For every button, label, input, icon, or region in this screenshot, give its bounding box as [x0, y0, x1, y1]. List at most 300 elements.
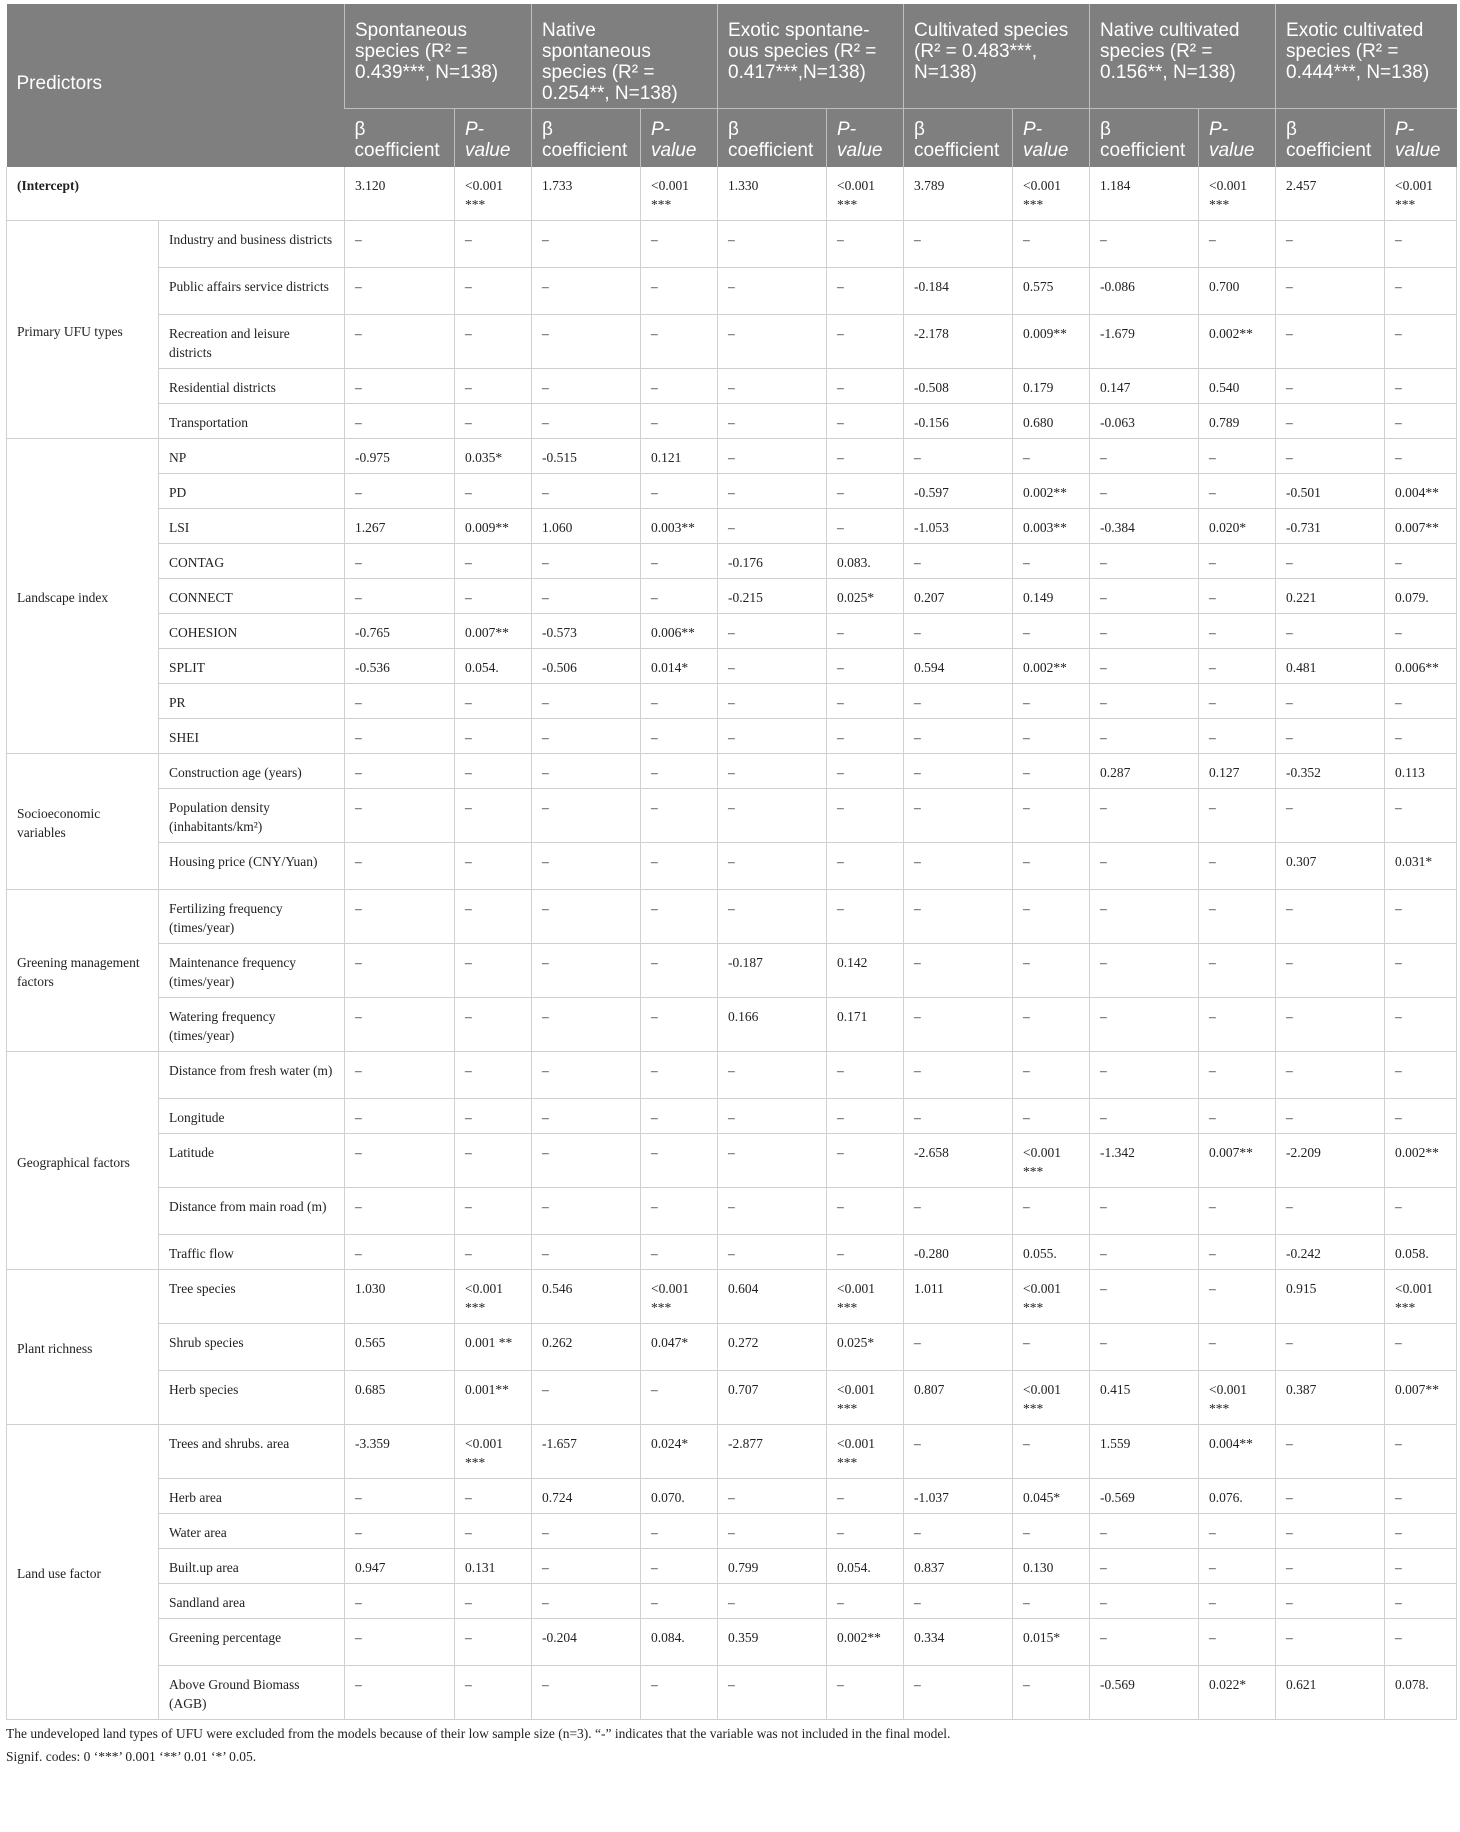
- pvalue-cell: –: [1385, 315, 1457, 369]
- beta-cell: –: [345, 404, 455, 439]
- pvalue-cell: –: [1013, 944, 1090, 998]
- beta-cell: -0.508: [904, 369, 1013, 404]
- beta-cell: –: [1090, 1099, 1199, 1134]
- beta-cell: 0.287: [1090, 754, 1199, 789]
- beta-cell: –: [904, 614, 1013, 649]
- pvalue-cell: –: [827, 268, 904, 315]
- pvalue-cell: –: [1013, 614, 1090, 649]
- beta-cell: 0.207: [904, 579, 1013, 614]
- pvalue-cell: 0.025*: [827, 1324, 904, 1371]
- pvalue-cell: –: [455, 1619, 532, 1666]
- beta-cell: 0.359: [718, 1619, 827, 1666]
- beta-cell: -0.280: [904, 1235, 1013, 1270]
- pvalue-cell: –: [1013, 221, 1090, 268]
- beta-cell: -1.053: [904, 509, 1013, 544]
- pvalue-cell: 0.045*: [1013, 1479, 1090, 1514]
- beta-cell: –: [904, 1584, 1013, 1619]
- pvalue-cell: 0.179: [1013, 369, 1090, 404]
- pvalue-cell: –: [827, 221, 904, 268]
- beta-cell: –: [718, 649, 827, 684]
- pvalue-cell: –: [827, 1099, 904, 1134]
- pvalue-cell: –: [641, 998, 718, 1052]
- beta-cell: –: [718, 843, 827, 890]
- table-row: [7, 890, 1457, 944]
- beta-cell: -0.215: [718, 579, 827, 614]
- table-row: [7, 544, 1457, 579]
- predictor-label: SHEI: [159, 719, 345, 754]
- pvalue-cell: –: [827, 754, 904, 789]
- pvalue-cell: <0.001 ***: [641, 1270, 718, 1324]
- beta-cell: –: [904, 754, 1013, 789]
- table-row: [7, 719, 1457, 754]
- beta-cell: –: [1276, 1584, 1385, 1619]
- beta-cell: –: [1090, 719, 1199, 754]
- predictor-label: Shrub species: [159, 1324, 345, 1371]
- beta-cell: –: [1090, 684, 1199, 719]
- beta-cell: –: [345, 719, 455, 754]
- beta-cell: -0.184: [904, 268, 1013, 315]
- beta-cell: -3.359: [345, 1425, 455, 1479]
- group-header-cultivated: Cultivated species (R² = 0.483***, N=138): [904, 4, 1090, 109]
- pvalue-cell: 0.007**: [1199, 1134, 1276, 1188]
- beta-cell: –: [1276, 998, 1385, 1052]
- pvalue-cell: 0.130: [1013, 1549, 1090, 1584]
- predictor-label: CONTAG: [159, 544, 345, 579]
- pvalue-cell: 0.127: [1199, 754, 1276, 789]
- beta-cell: 0.565: [345, 1324, 455, 1371]
- pvalue-cell: 0.009**: [1013, 315, 1090, 369]
- pvalue-cell: –: [1013, 890, 1090, 944]
- pvalue-cell: –: [827, 719, 904, 754]
- pvalue-cell: <0.001 ***: [455, 1270, 532, 1324]
- pvalue-cell: –: [641, 315, 718, 369]
- pvalue-cell: –: [455, 1099, 532, 1134]
- pvalue-cell: 0.054.: [827, 1549, 904, 1584]
- pvalue-cell: –: [1199, 719, 1276, 754]
- table-row: [7, 1052, 1457, 1099]
- pvalue-cell: –: [1013, 1425, 1090, 1479]
- pvalue-cell: –: [641, 684, 718, 719]
- beta-cell: –: [718, 890, 827, 944]
- pvalue-header: P-value: [1013, 109, 1090, 168]
- beta-cell: -0.156: [904, 404, 1013, 439]
- regression-table-container: [6, 4, 1456, 1766]
- predictor-label: Industry and business districts: [159, 221, 345, 268]
- pvalue-cell: –: [1013, 1099, 1090, 1134]
- beta-cell: –: [1090, 1052, 1199, 1099]
- table-row: [7, 439, 1457, 474]
- pvalue-cell: 0.003**: [1013, 509, 1090, 544]
- beta-cell: –: [345, 998, 455, 1052]
- pvalue-cell: 0.009**: [455, 509, 532, 544]
- pvalue-cell: 0.002**: [1385, 1134, 1457, 1188]
- predictor-label: Longitude: [159, 1099, 345, 1134]
- pvalue-cell: –: [1385, 1052, 1457, 1099]
- pvalue-cell: –: [1385, 1188, 1457, 1235]
- beta-cell: -0.242: [1276, 1235, 1385, 1270]
- pvalue-cell: –: [1199, 474, 1276, 509]
- beta-cell: 1.559: [1090, 1425, 1199, 1479]
- beta-cell: –: [1090, 544, 1199, 579]
- beta-cell: –: [904, 789, 1013, 843]
- table-row: [7, 509, 1457, 544]
- beta-cell: –: [345, 1235, 455, 1270]
- beta-cell: –: [532, 944, 641, 998]
- beta-cell: -1.037: [904, 1479, 1013, 1514]
- pvalue-cell: <0.001 ***: [1199, 167, 1276, 221]
- pvalue-cell: –: [1385, 268, 1457, 315]
- pvalue-cell: –: [455, 221, 532, 268]
- pvalue-cell: 0.058.: [1385, 1235, 1457, 1270]
- predictor-label: Transportation: [159, 404, 345, 439]
- pvalue-cell: –: [1013, 998, 1090, 1052]
- beta-cell: -0.536: [345, 649, 455, 684]
- group-header-native-spontaneous: Native spontaneous species (R² = 0.254**, N=138): [532, 4, 718, 109]
- beta-cell: 0.147: [1090, 369, 1199, 404]
- table-row: [7, 1549, 1457, 1584]
- beta-cell: –: [1276, 439, 1385, 474]
- group-header-spontaneous: Spontaneous species (R² = 0.439***, N=138): [345, 4, 532, 109]
- beta-cell: –: [718, 1052, 827, 1099]
- pvalue-cell: 0.006**: [1385, 649, 1457, 684]
- beta-cell: -0.569: [1090, 1666, 1199, 1720]
- pvalue-cell: 0.001**: [455, 1371, 532, 1425]
- predictor-label: Built.up area: [159, 1549, 345, 1584]
- table-row: [7, 315, 1457, 369]
- pvalue-cell: –: [641, 843, 718, 890]
- pvalue-cell: –: [1385, 614, 1457, 649]
- beta-cell: –: [345, 1619, 455, 1666]
- table-row: [7, 1270, 1457, 1324]
- predictor-label: Residential districts: [159, 369, 345, 404]
- beta-cell: -0.569: [1090, 1479, 1199, 1514]
- pvalue-cell: –: [1199, 789, 1276, 843]
- pvalue-cell: –: [1385, 789, 1457, 843]
- beta-cell: –: [904, 1425, 1013, 1479]
- beta-cell: 0.334: [904, 1619, 1013, 1666]
- table-row: [7, 1235, 1457, 1270]
- pvalue-cell: 0.076.: [1199, 1479, 1276, 1514]
- pvalue-cell: –: [1013, 1514, 1090, 1549]
- pvalue-cell: 0.540: [1199, 369, 1276, 404]
- intercept-label: (Intercept): [7, 167, 345, 221]
- pvalue-cell: –: [1013, 544, 1090, 579]
- pvalue-cell: 0.022*: [1199, 1666, 1276, 1720]
- beta-cell: -0.086: [1090, 268, 1199, 315]
- beta-cell: -0.501: [1276, 474, 1385, 509]
- beta-cell: –: [1090, 944, 1199, 998]
- beta-cell: -0.975: [345, 439, 455, 474]
- pvalue-cell: –: [827, 684, 904, 719]
- beta-cell: –: [345, 1052, 455, 1099]
- pvalue-cell: –: [455, 789, 532, 843]
- beta-cell: –: [904, 1514, 1013, 1549]
- beta-cell: 0.594: [904, 649, 1013, 684]
- pvalue-cell: –: [455, 544, 532, 579]
- beta-cell: 1.184: [1090, 167, 1199, 221]
- beta-cell: –: [718, 1099, 827, 1134]
- predictor-label: LSI: [159, 509, 345, 544]
- pvalue-cell: <0.001 ***: [827, 1270, 904, 1324]
- beta-cell: –: [1090, 579, 1199, 614]
- beta-cell: –: [345, 1134, 455, 1188]
- pvalue-cell: –: [1199, 1324, 1276, 1371]
- pvalue-cell: –: [827, 369, 904, 404]
- beta-cell: –: [532, 474, 641, 509]
- beta-cell: –: [718, 439, 827, 474]
- beta-cell: –: [345, 754, 455, 789]
- pvalue-cell: –: [1385, 944, 1457, 998]
- pvalue-cell: –: [1199, 843, 1276, 890]
- beta-cell: –: [1276, 789, 1385, 843]
- table-row: [7, 754, 1457, 789]
- pvalue-header: P-value: [827, 109, 904, 168]
- predictor-label: SPLIT: [159, 649, 345, 684]
- beta-cell: –: [345, 268, 455, 315]
- beta-header: β coefficient: [345, 109, 455, 168]
- pvalue-cell: –: [1199, 684, 1276, 719]
- beta-cell: –: [532, 544, 641, 579]
- predictor-label: PD: [159, 474, 345, 509]
- pvalue-cell: –: [827, 1235, 904, 1270]
- table-row: [7, 843, 1457, 890]
- table-row: [7, 1188, 1457, 1235]
- pvalue-cell: 0.113: [1385, 754, 1457, 789]
- predictor-label: COHESION: [159, 614, 345, 649]
- beta-cell: 0.724: [532, 1479, 641, 1514]
- beta-cell: –: [532, 1514, 641, 1549]
- pvalue-cell: –: [641, 944, 718, 998]
- beta-cell: -0.063: [1090, 404, 1199, 439]
- beta-cell: 0.621: [1276, 1666, 1385, 1720]
- pvalue-cell: –: [1013, 1052, 1090, 1099]
- beta-cell: –: [1090, 1235, 1199, 1270]
- table-row: [7, 1425, 1457, 1479]
- pvalue-cell: <0.001 ***: [827, 1371, 904, 1425]
- beta-cell: -0.352: [1276, 754, 1385, 789]
- pvalue-cell: <0.001 ***: [455, 1425, 532, 1479]
- table-row: [7, 1666, 1457, 1720]
- pvalue-cell: –: [1199, 1514, 1276, 1549]
- pvalue-cell: –: [827, 1188, 904, 1235]
- beta-cell: –: [904, 221, 1013, 268]
- pvalue-cell: –: [1199, 649, 1276, 684]
- beta-cell: 0.685: [345, 1371, 455, 1425]
- table-row: [7, 1479, 1457, 1514]
- beta-cell: -0.597: [904, 474, 1013, 509]
- group-label: Socioeconomic variables: [7, 754, 159, 890]
- pvalue-cell: –: [827, 1514, 904, 1549]
- predictor-label: Maintenance frequency (times/year): [159, 944, 345, 998]
- pvalue-cell: –: [455, 890, 532, 944]
- beta-cell: –: [532, 1666, 641, 1720]
- beta-cell: –: [532, 1188, 641, 1235]
- pvalue-cell: –: [1013, 684, 1090, 719]
- beta-cell: –: [718, 684, 827, 719]
- pvalue-cell: –: [1199, 890, 1276, 944]
- beta-cell: –: [1276, 1549, 1385, 1584]
- beta-cell: –: [718, 789, 827, 843]
- beta-cell: –: [1276, 944, 1385, 998]
- pvalue-cell: –: [455, 1235, 532, 1270]
- table-row: [7, 268, 1457, 315]
- beta-cell: –: [1090, 1270, 1199, 1324]
- predictor-label: Trees and shrubs. area: [159, 1425, 345, 1479]
- pvalue-cell: –: [455, 1479, 532, 1514]
- pvalue-cell: <0.001 ***: [455, 167, 532, 221]
- pvalue-cell: –: [1385, 221, 1457, 268]
- table-row: [7, 789, 1457, 843]
- pvalue-cell: 0.084.: [641, 1619, 718, 1666]
- beta-cell: –: [718, 1188, 827, 1235]
- table-row: [7, 1584, 1457, 1619]
- pvalue-cell: 0.006**: [641, 614, 718, 649]
- beta-cell: –: [1276, 404, 1385, 439]
- pvalue-cell: –: [455, 369, 532, 404]
- pvalue-cell: –: [455, 1584, 532, 1619]
- pvalue-cell: 0.789: [1199, 404, 1276, 439]
- pvalue-cell: –: [827, 1134, 904, 1188]
- group-label: Primary UFU types: [7, 221, 159, 439]
- beta-cell: –: [904, 1666, 1013, 1720]
- pvalue-cell: 0.047*: [641, 1324, 718, 1371]
- pvalue-cell: –: [641, 1584, 718, 1619]
- beta-cell: –: [532, 1052, 641, 1099]
- beta-cell: –: [345, 1514, 455, 1549]
- pvalue-cell: <0.001 ***: [1013, 1371, 1090, 1425]
- beta-cell: –: [718, 404, 827, 439]
- pvalue-cell: 0.002**: [1013, 649, 1090, 684]
- predictors-header: Predictors: [7, 4, 345, 167]
- beta-cell: –: [532, 221, 641, 268]
- pvalue-cell: –: [1013, 789, 1090, 843]
- pvalue-cell: –: [641, 1188, 718, 1235]
- beta-cell: –: [532, 684, 641, 719]
- pvalue-cell: –: [455, 1666, 532, 1720]
- table-row: [7, 1619, 1457, 1666]
- beta-cell: –: [532, 1584, 641, 1619]
- beta-cell: 3.120: [345, 167, 455, 221]
- pvalue-cell: –: [1013, 1666, 1090, 1720]
- beta-cell: –: [1276, 1324, 1385, 1371]
- pvalue-cell: –: [641, 1235, 718, 1270]
- pvalue-cell: –: [1385, 1479, 1457, 1514]
- pvalue-cell: –: [1199, 1099, 1276, 1134]
- beta-cell: -0.506: [532, 649, 641, 684]
- table-row: [7, 944, 1457, 998]
- beta-cell: -0.765: [345, 614, 455, 649]
- pvalue-cell: <0.001 ***: [1199, 1371, 1276, 1425]
- pvalue-cell: 0.054.: [455, 649, 532, 684]
- pvalue-cell: –: [1013, 1584, 1090, 1619]
- pvalue-cell: 0.055.: [1013, 1235, 1090, 1270]
- predictor-label: Herb species: [159, 1371, 345, 1425]
- predictor-label: PR: [159, 684, 345, 719]
- group-label: Landscape index: [7, 439, 159, 754]
- pvalue-cell: –: [1199, 221, 1276, 268]
- pvalue-cell: –: [1199, 579, 1276, 614]
- pvalue-cell: <0.001 ***: [1013, 167, 1090, 221]
- pvalue-cell: –: [827, 614, 904, 649]
- pvalue-cell: –: [827, 649, 904, 684]
- pvalue-cell: –: [1199, 1235, 1276, 1270]
- pvalue-cell: –: [1385, 544, 1457, 579]
- pvalue-cell: –: [827, 789, 904, 843]
- beta-cell: 0.307: [1276, 843, 1385, 890]
- beta-cell: –: [345, 315, 455, 369]
- beta-cell: –: [1276, 614, 1385, 649]
- beta-cell: –: [718, 1514, 827, 1549]
- pvalue-cell: –: [1199, 944, 1276, 998]
- beta-cell: –: [718, 1479, 827, 1514]
- beta-cell: –: [1090, 614, 1199, 649]
- beta-cell: 0.546: [532, 1270, 641, 1324]
- table-row: [7, 1099, 1457, 1134]
- pvalue-cell: –: [827, 1479, 904, 1514]
- beta-cell: –: [718, 221, 827, 268]
- beta-cell: –: [1090, 1188, 1199, 1235]
- header-row-groups: [7, 4, 1457, 109]
- pvalue-cell: –: [455, 843, 532, 890]
- beta-cell: –: [345, 579, 455, 614]
- group-label: Plant richness: [7, 1270, 159, 1425]
- predictor-label: Distance from fresh water (m): [159, 1052, 345, 1099]
- beta-cell: -0.204: [532, 1619, 641, 1666]
- pvalue-cell: 0.142: [827, 944, 904, 998]
- pvalue-cell: –: [455, 998, 532, 1052]
- pvalue-cell: –: [1385, 1514, 1457, 1549]
- pvalue-cell: –: [1199, 1584, 1276, 1619]
- beta-cell: 0.481: [1276, 649, 1385, 684]
- pvalue-cell: 0.070.: [641, 1479, 718, 1514]
- pvalue-cell: –: [641, 1052, 718, 1099]
- beta-cell: –: [532, 789, 641, 843]
- regression-table: [6, 4, 1457, 1720]
- beta-cell: 0.799: [718, 1549, 827, 1584]
- pvalue-cell: –: [1385, 1099, 1457, 1134]
- beta-cell: –: [904, 843, 1013, 890]
- beta-cell: –: [1090, 843, 1199, 890]
- beta-cell: 1.030: [345, 1270, 455, 1324]
- pvalue-cell: –: [1199, 439, 1276, 474]
- pvalue-cell: –: [827, 439, 904, 474]
- predictor-label: Greening percentage: [159, 1619, 345, 1666]
- beta-cell: –: [345, 544, 455, 579]
- beta-cell: –: [345, 1099, 455, 1134]
- beta-cell: -0.187: [718, 944, 827, 998]
- pvalue-cell: <0.001 ***: [1385, 167, 1457, 221]
- pvalue-cell: 0.002**: [827, 1619, 904, 1666]
- pvalue-cell: –: [641, 544, 718, 579]
- beta-cell: –: [1276, 221, 1385, 268]
- pvalue-cell: –: [1385, 1549, 1457, 1584]
- footnote-exclusion: The undeveloped land types of UFU were excluded from the models because of their low sample size (n=3). “-” indicates that the variable was not included in the final model.: [6, 1726, 951, 1741]
- pvalue-cell: –: [1385, 439, 1457, 474]
- pvalue-cell: –: [827, 509, 904, 544]
- pvalue-cell: 0.700: [1199, 268, 1276, 315]
- pvalue-cell: –: [641, 1099, 718, 1134]
- beta-cell: –: [1090, 1514, 1199, 1549]
- beta-header: β coefficient: [1276, 109, 1385, 168]
- pvalue-cell: 0.083.: [827, 544, 904, 579]
- pvalue-cell: –: [641, 1371, 718, 1425]
- beta-cell: 1.330: [718, 167, 827, 221]
- pvalue-cell: –: [827, 1052, 904, 1099]
- beta-cell: –: [345, 944, 455, 998]
- pvalue-cell: –: [1199, 1619, 1276, 1666]
- pvalue-cell: –: [455, 1134, 532, 1188]
- beta-header: β coefficient: [1090, 109, 1199, 168]
